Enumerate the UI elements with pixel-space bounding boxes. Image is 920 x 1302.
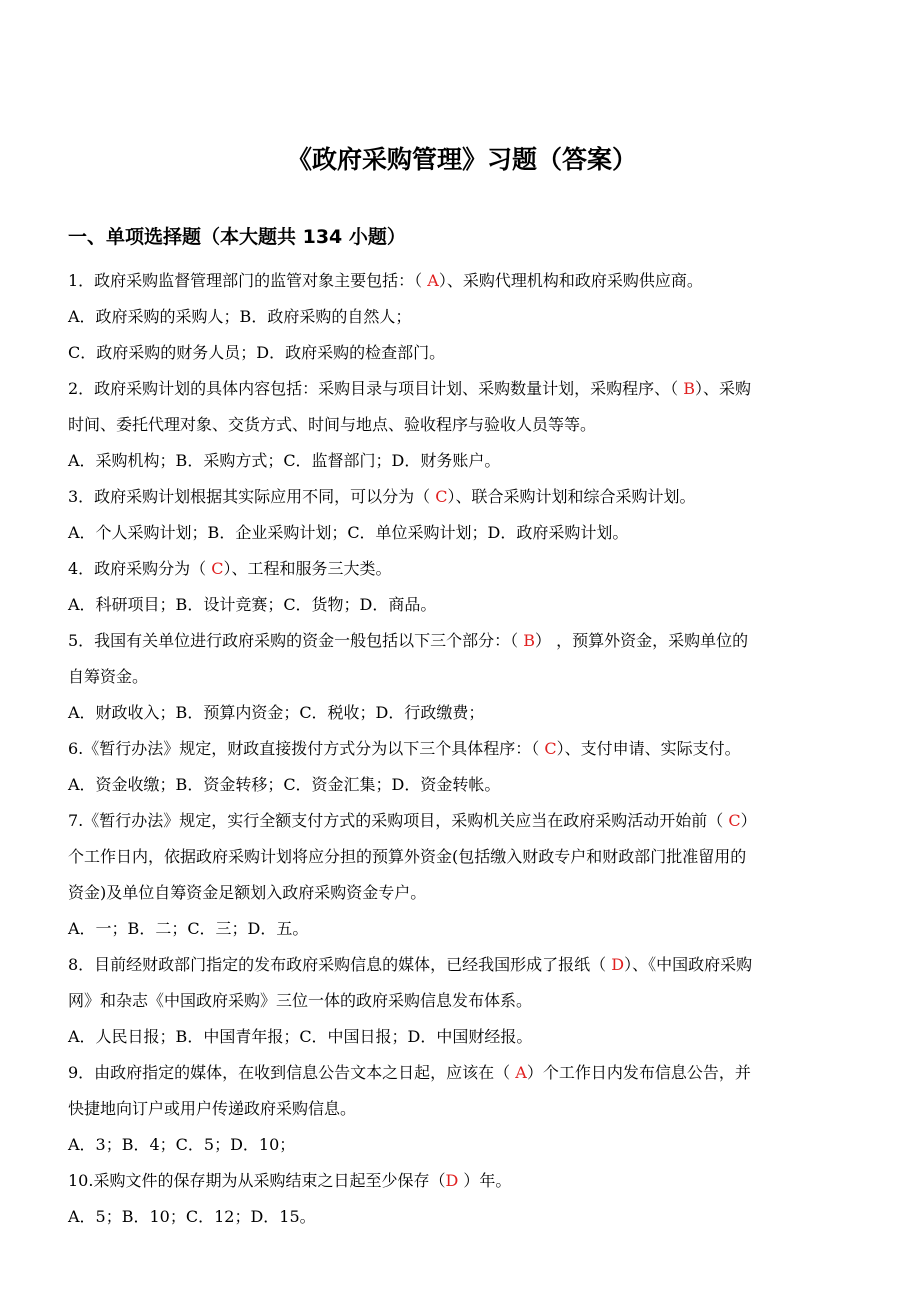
answer-letter: B xyxy=(683,379,696,398)
line-text: 5．我国有关单位进行政府采购的资金一般包括以下三个部分：（ xyxy=(68,631,524,650)
text-line xyxy=(68,1055,856,1091)
line-text: 自筹资金。 xyxy=(68,667,149,686)
line-text-tail: ）个工作日内发布信息公告，并 xyxy=(526,1063,751,1082)
line-text: 2．政府采购计划的具体内容包括：采购目录与项目计划、采购数量计划，采购程序、（ xyxy=(68,379,684,398)
text-line xyxy=(68,1091,856,1127)
text-line xyxy=(68,659,856,695)
answer-letter: C xyxy=(544,739,557,758)
line-text: A．科研项目；B．设计竞赛；C．货物；D．商品。 xyxy=(68,595,437,614)
answer-letter: D xyxy=(445,1171,459,1190)
line-text-tail: ）、采购 xyxy=(695,379,752,398)
line-text-tail: ） ，预算外资金，采购单位的 xyxy=(535,631,749,650)
answer-letter: D xyxy=(611,955,625,974)
text-line xyxy=(68,803,856,839)
line-text: 资金)及单位自筹资金足额划入政府采购资金专户。 xyxy=(68,883,427,902)
text-line xyxy=(68,1127,856,1163)
line-text: 6.《暂行办法》规定，财政直接拨付方式分为以下三个具体程序：（ xyxy=(68,739,545,758)
text-line xyxy=(68,299,856,335)
line-text: A．政府采购的采购人；B．政府采购的自然人； xyxy=(68,307,412,326)
line-text-tail: ）、支付申请、实际支付。 xyxy=(556,739,741,758)
text-line xyxy=(68,407,856,443)
line-text: A．一；B．二；C．三；D．五。 xyxy=(68,919,309,938)
line-text: 8．目前经财政部门指定的发布政府采购信息的媒体，已经我国形成了报纸（ xyxy=(68,955,612,974)
line-text: A．资金收缴；B．资金转移；C．资金汇集；D．资金转帐。 xyxy=(68,775,501,794)
line-text: 9．由政府指定的媒体，在收到信息公告文本之日起，应该在（ xyxy=(68,1063,516,1082)
text-line xyxy=(68,335,856,371)
text-line xyxy=(68,443,856,479)
line-text: A．5；B．10；C．12；D．15。 xyxy=(68,1207,316,1226)
text-line xyxy=(68,983,856,1019)
text-line xyxy=(68,1019,856,1055)
text-line xyxy=(68,479,856,515)
answer-letter: C xyxy=(728,811,741,830)
text-line xyxy=(68,623,856,659)
line-text: A．采购机构；B．采购方式；C．监督部门；D．财务账户。 xyxy=(68,451,501,470)
line-text: 快捷地向订户或用户传递政府采购信息。 xyxy=(68,1099,357,1118)
section-heading: 一、单项选择题（本大题共 134 小题） xyxy=(68,226,406,248)
text-line xyxy=(68,1199,856,1235)
line-text-tail: ）、工程和服务三大类。 xyxy=(223,559,392,578)
text-line xyxy=(68,947,856,983)
answer-letter: C xyxy=(211,559,224,578)
text-line xyxy=(68,839,856,875)
text-line xyxy=(68,875,856,911)
line-text-tail: ）、采购代理机构和政府采购供应商。 xyxy=(438,271,703,290)
line-text: 网》和杂志《中国政府采购》三位一体的政府采购信息发布体系。 xyxy=(68,991,533,1010)
line-text: 4．政府采购分为（ xyxy=(68,559,212,578)
line-text-tail: ） xyxy=(740,811,757,830)
line-text: A．3；B．4；C．5；D．10； xyxy=(68,1135,296,1154)
line-text: C．政府采购的财务人员；D．政府采购的检查部门。 xyxy=(68,343,446,362)
line-text: 1．政府采购监督管理部门的监管对象主要包括：（ xyxy=(68,271,428,290)
line-text: 个工作日内，依据政府采购计划将应分担的预算外资金(包括缴入财政专户和财政部门批准留用的 xyxy=(68,847,747,866)
text-line xyxy=(68,587,856,623)
line-text-tail: ）年。 xyxy=(458,1171,512,1190)
line-text: 7.《暂行办法》规定，实行全额支付方式的采购项目，采购机关应当在政府采购活动开始前（ xyxy=(68,811,729,830)
line-text: A．个人采购计划；B．企业采购计划；C．单位采购计划；D．政府采购计划。 xyxy=(68,523,629,542)
line-text: A．人民日报；B．中国青年报；C．中国日报；D．中国财经报。 xyxy=(68,1027,533,1046)
line-text: 3．政府采购计划根据其实际应用不同，可以分为（ xyxy=(68,487,436,506)
answer-letter: A xyxy=(427,271,439,290)
text-line xyxy=(68,515,856,551)
answer-letter: C xyxy=(435,487,448,506)
text-line xyxy=(68,371,856,407)
text-line xyxy=(68,263,856,299)
answer-letter: B xyxy=(523,631,536,650)
question-list xyxy=(68,263,856,1235)
text-line xyxy=(68,551,856,587)
line-text-tail: ）、联合采购计划和综合采购计划。 xyxy=(447,487,696,506)
text-line xyxy=(68,767,856,803)
text-line xyxy=(68,1163,856,1199)
line-text: 时间、委托代理对象、交货方式、时间与地点、验收程序与验收人员等等。 xyxy=(68,415,597,434)
line-text: 10.采购文件的保存期为从采购结束之日起至少保存（ xyxy=(68,1171,446,1190)
text-line xyxy=(68,695,856,731)
text-line xyxy=(68,731,856,767)
answer-letter: A xyxy=(515,1063,527,1082)
line-text: A．财政收入；B．预算内资金；C．税收；D．行政缴费； xyxy=(68,703,485,722)
line-text-tail: ）、《中国政府采购 xyxy=(624,955,753,974)
text-line xyxy=(68,911,856,947)
document-title: 《政府采购管理》习题（答案） xyxy=(286,145,637,174)
